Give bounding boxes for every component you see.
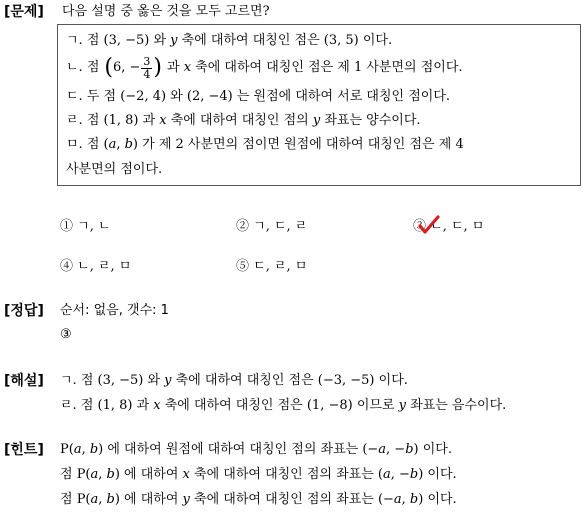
answer-meta: 순서: 없음, 갯수: 1 (60, 303, 169, 318)
right-paren: ) (153, 55, 163, 80)
statements-box (57, 24, 581, 186)
left-paren: ( (104, 55, 113, 80)
check-mark-icon (418, 215, 440, 235)
hint-line-1: P(𝑎, 𝑏) 에 대하여 원점에 대하여 대칭인 점의 좌표는 (−𝑎, −𝑏) 이다. (60, 442, 452, 457)
fraction-three-fourths (141, 56, 152, 81)
choice-4[interactable]: ④ ㄴ, ㄹ, ㅁ (60, 259, 132, 274)
statement-giyeok: ㄱ. 점 (3, −5) 와 𝑦 축에 대하여 대칭인 점은 (3, 5) 이다. (66, 33, 393, 48)
answer-label: [정답] (4, 303, 44, 319)
answer-value: ③ (60, 327, 72, 342)
fraction-numerator: 3 (143, 54, 151, 68)
choice-3[interactable]: ③ ㄴ, ㄷ, ㅁ (413, 219, 485, 234)
statement-nieun-rest: 과 𝑥 축에 대하여 대칭인 점은 제 1 사분면의 점이다. (167, 60, 463, 75)
statement-nieun-coord: 6, − (112, 60, 141, 75)
statement-nieun (66, 54, 463, 81)
problem-label: [문제] (4, 4, 44, 20)
hint-line-3: 점 P(𝑎, 𝑏) 에 대하여 𝑦 축에 대하여 대칭인 점의 좌표는 (−𝑎, 𝑏) 이다. (60, 492, 457, 507)
statement-rieul: ㄹ. 점 (1, 8) 과 𝑥 축에 대하여 대칭인 점의 𝑦 좌표는 양수이다. (66, 113, 421, 128)
explanation-line-1: ㄱ. 점 (3, −5) 와 𝑦 축에 대하여 대칭인 점은 (−3, −5) 이다. (60, 373, 408, 388)
hint-line-2: 점 P(𝑎, 𝑏) 에 대하여 𝑥 축에 대하여 대칭인 점의 좌표는 (𝑎, −𝑏) 이다. (60, 467, 457, 482)
problem-question: 다음 설명 중 옳은 것을 모두 고르면? (62, 4, 270, 19)
statement-nieun-prefix: ㄴ. 점 (66, 60, 100, 75)
fraction-denominator: 4 (143, 67, 151, 81)
statement-mieum: ㅁ. 점 (𝑎, 𝑏) 가 제 2 사분면의 점이면 원점에 대하여 대칭인 점은 제 4 (66, 137, 464, 152)
explanation-line-2: ㄹ. 점 (1, 8) 과 𝑥 축에 대하여 대칭인 점은 (1, −8) 이므로 𝑦 좌표는 음수이다. (60, 398, 507, 413)
choice-2[interactable]: ② ㄱ, ㄷ, ㄹ (236, 219, 308, 234)
choice-5[interactable]: ⑤ ㄷ, ㄹ, ㅁ (236, 259, 308, 274)
statement-mieum-cont: 사분면의 점이다. (66, 162, 163, 177)
choice-1[interactable]: ① ㄱ, ㄴ (60, 219, 111, 234)
hint-label: [힌트] (4, 442, 44, 458)
explanation-label: [해설] (4, 373, 44, 389)
statement-digeut: ㄷ. 두 점 (−2, 4) 와 (2, −4) 는 원점에 대하여 서로 대칭인 점이다. (66, 89, 451, 104)
